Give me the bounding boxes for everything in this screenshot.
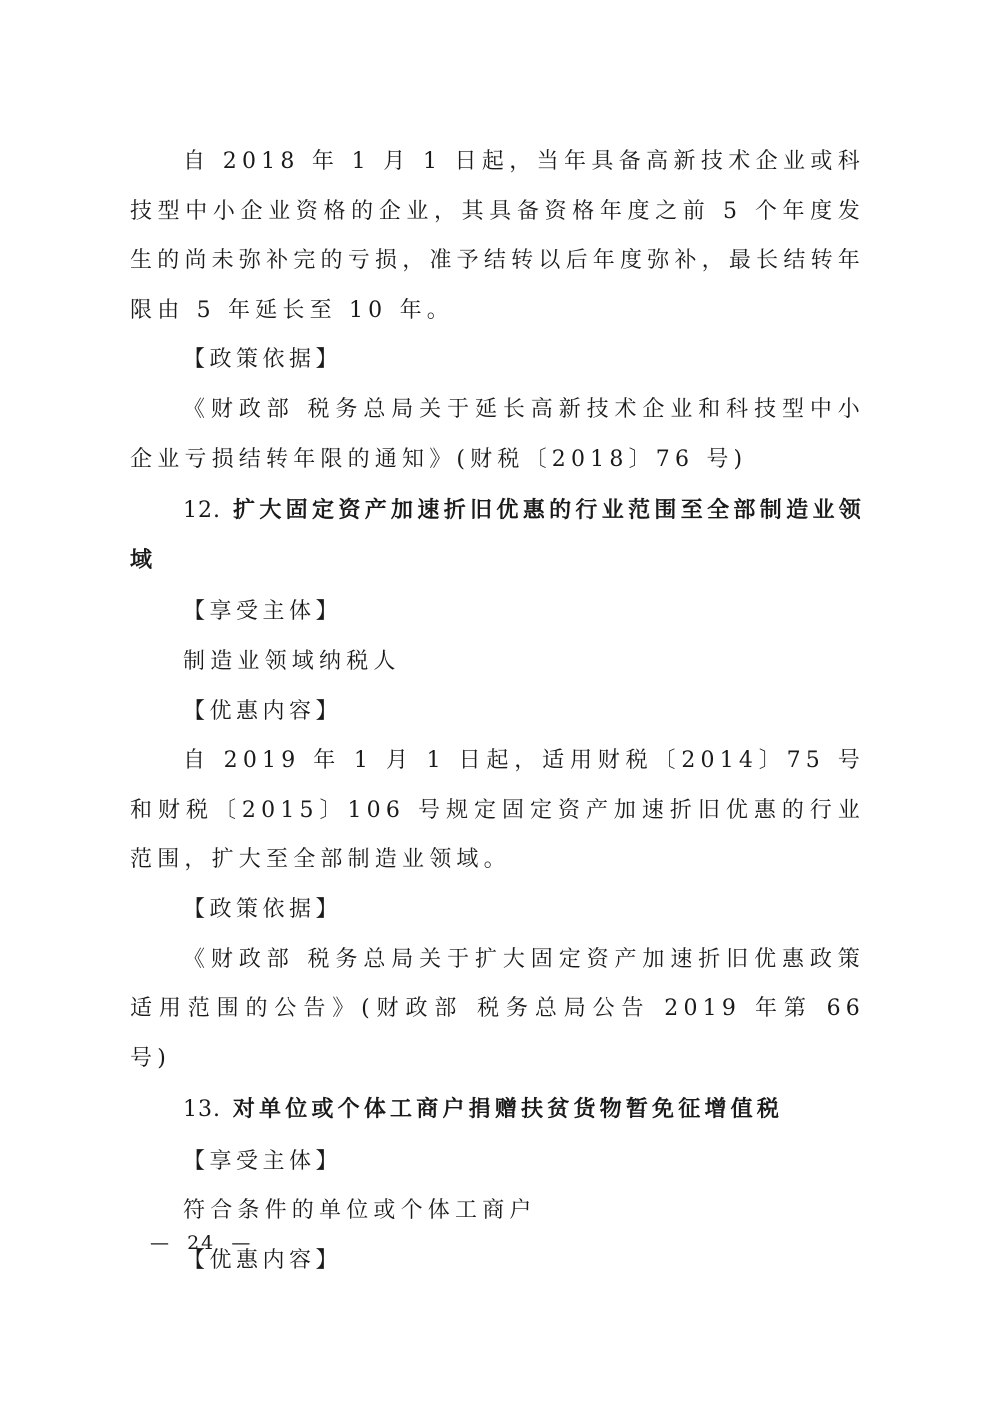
section-label-beneficiary: 【享受主体】 (183, 1148, 343, 1174)
heading-number: 13. (183, 1097, 221, 1123)
heading-text: 扩大固定资产加速折旧优惠的行业范围至全部制造业领域 (130, 498, 865, 573)
section-heading-12 (130, 484, 865, 587)
section-label-policy-basis: 【政策依据】 (183, 896, 343, 922)
heading-text: 对单位或个体工商户捐赠扶贫货物暂免征增值税 (232, 1097, 784, 1123)
paragraph-beneficiary: 制造业领域纳税人 (183, 648, 401, 674)
section-label-policy-basis: 【政策依据】 (183, 347, 343, 373)
paragraph-preferential-content: 自 2019 年 1 月 1 日起，适用财税〔2014〕75 号和财税〔2015〕106 号规定固定资产加速折旧优惠的行业范围，扩大至全部制造业领域。 (130, 748, 865, 873)
section-heading-13 (130, 1083, 865, 1137)
page-number: 24 (187, 1232, 216, 1254)
footer-dash-right: — (231, 1232, 253, 1254)
paragraph-policy-reference: 《财政部 税务总局关于延长高新技术企业和科技型中小企业亏损结转年限的通知》(财税〔2018〕76 号) (130, 396, 865, 472)
page-footer (150, 1232, 252, 1254)
document-body (130, 137, 865, 1286)
heading-number: 12. (183, 498, 221, 524)
section-label-preferential-content: 【优惠内容】 (183, 1248, 343, 1274)
paragraph-policy-reference: 《财政部 税务总局关于扩大固定资产加速折旧优惠政策适用范围的公告》(财政部 税务总局公告 2019 年第 66 号) (130, 946, 865, 1071)
paragraph-beneficiary: 符合条件的单位或个体工商户 (183, 1198, 537, 1224)
footer-dash-left: — (150, 1232, 171, 1254)
section-label-beneficiary: 【享受主体】 (183, 599, 343, 625)
section-label-preferential-content: 【优惠内容】 (183, 698, 343, 724)
paragraph-loss-carryforward: 自 2018 年 1 月 1 日起，当年具备高新技术企业或科技型中小企业资格的企业，其具备资格年度之前 5 个年度发生的尚未弥补完的亏损，准予结转以后年度弥补，最长结转年限由 5 年延长至 10 年。 (130, 149, 865, 323)
